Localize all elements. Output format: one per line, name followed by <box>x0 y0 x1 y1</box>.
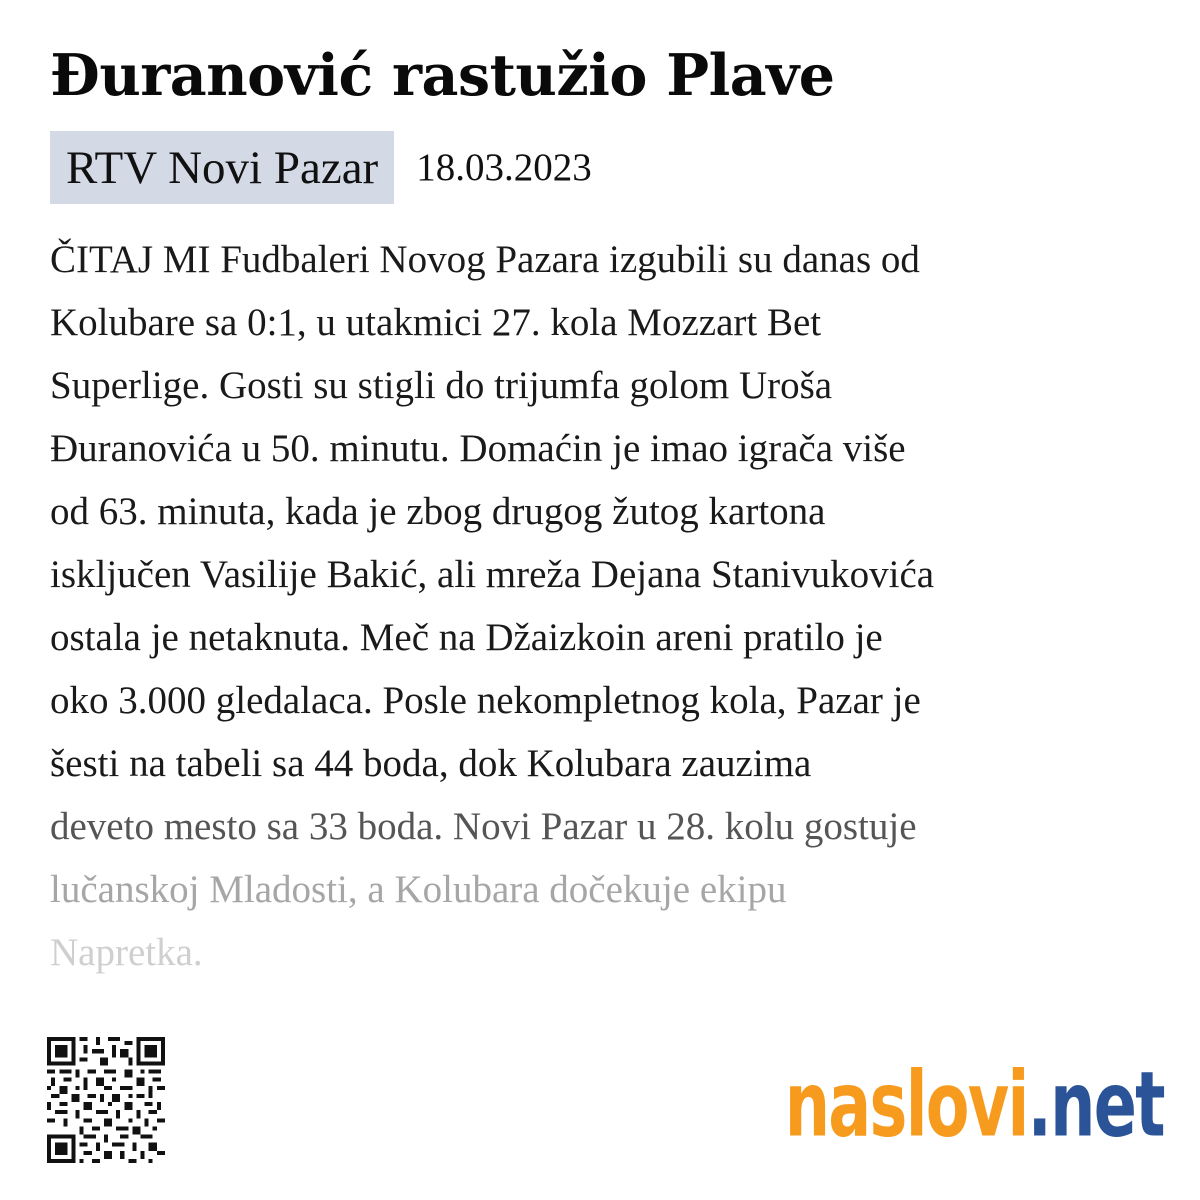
body-line: Đuranovića u 50. minutu. Domaćin je imao igrača više <box>50 427 906 470</box>
logo-domain-text: .net <box>1027 1052 1164 1158</box>
body-line: lučanskoj Mladosti, a Kolubara dočekuje ekipu <box>50 868 787 911</box>
body-line: Napretka. <box>50 931 203 974</box>
naslovi-net-logo[interactable] <box>784 1052 1164 1158</box>
logo-brand-text: naslovi <box>784 1052 1028 1158</box>
publish-date: 18.03.2023 <box>416 146 592 189</box>
body-line: isključen Vasilije Bakić, ali mreža Dejana Stanivukovića <box>50 553 935 596</box>
body-line: šesti na tabeli sa 44 boda, dok Kolubara zauzima <box>50 742 812 785</box>
source-badge[interactable]: RTV Novi Pazar <box>50 131 394 204</box>
article-body <box>50 228 1170 984</box>
body-line: ostala je netaknuta. Meč na Džaizkoin areni pratilo je <box>50 616 883 659</box>
body-line: deveto mesto sa 33 boda. Novi Pazar u 28. kolu gostuje <box>50 805 917 848</box>
body-line: Kolubare sa 0:1, u utakmici 27. kola Mozzart Bet <box>50 301 822 344</box>
body-line: oko 3.000 gledalaca. Posle nekompletnog kola, Pazar je <box>50 679 921 722</box>
body-line: Superlige. Gosti su stigli do trijumfa golom Uroša <box>50 364 833 407</box>
body-line: od 63. minuta, kada je zbog drugog žutog kartona <box>50 490 826 533</box>
article-headline: Đuranović rastužio Plave <box>50 42 835 109</box>
article-meta <box>50 131 592 204</box>
qr-code-icon[interactable] <box>46 1037 166 1163</box>
body-line: ČITAJ MI Fudbaleri Novog Pazara izgubili su danas od <box>50 238 920 281</box>
